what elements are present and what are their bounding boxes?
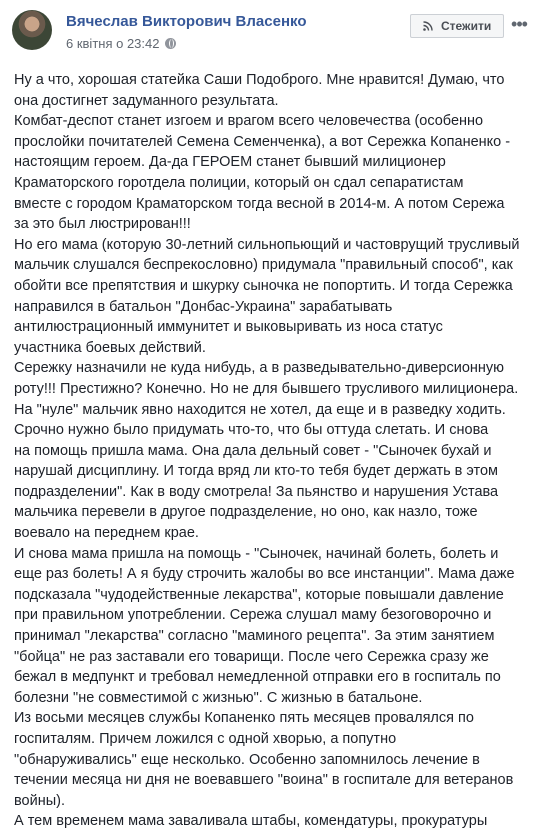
post-meta <box>66 36 176 51</box>
post-text-line: принимал "лекарства" согласно "маминого рецепта". За этим занятием <box>14 628 495 645</box>
post-text-line: мальчик слушался беспрекословно) придумала "правильный способ", как <box>14 257 513 274</box>
more-horizontal-icon: ••• <box>511 14 527 34</box>
post-timestamp[interactable]: 6 квітня о 23:42 <box>66 36 160 51</box>
post-text-line: Срочно нужно было придумать что-то, что бы оттуда слетать. И снова <box>14 422 489 439</box>
more-options-button[interactable] <box>511 14 527 38</box>
post-text-line: Комбат-деспот станет изгоем и врагом всего человечества (особенно <box>14 113 484 130</box>
post-text-line: болезни "не совместимой с жизнью". С жизнью в батальоне. <box>14 689 423 706</box>
author-name[interactable]: Вячеслав Викторович Власенко <box>66 13 307 30</box>
post-text-line: Краматорского горотдела полиции, который он сдал сепаратистам <box>14 174 464 191</box>
post-text-line: подразделении". Как в воду смотрела! За пьянство и нарушения Устава <box>14 483 499 500</box>
post-text-line: настоящим героем. Да-да ГЕРОЕМ станет бывший милиционер <box>14 154 446 171</box>
post-text-line: за это был люстрирован!!! <box>14 216 191 233</box>
author-avatar[interactable] <box>12 10 52 50</box>
post-text-line: А тем временем мама заваливала штабы, комендатуры, прокуратуры <box>14 813 488 830</box>
post-text-line: госпиталям. Причем ложился с одной хворью, а попутно <box>14 731 397 747</box>
post-text-line: Но его мама (которую 30-летний сильнопьющий и частоврущий трусливый <box>14 236 520 253</box>
post-text-line: мальчика перевели в другое подразделение, но оно, как назло, тоже <box>14 504 478 521</box>
post-body <box>14 70 529 830</box>
post-text-line: Сережку назначили не куда нибудь, а в разведывательно-диверсионную <box>14 360 505 377</box>
post-text-line: обойти все препятствия и шкурку сыночка не попортить. И тогда Сережка <box>14 277 513 294</box>
post-text-line: роту!!! Престижно? Конечно. Но не для бывшего трусливого милиционера. <box>14 380 519 397</box>
post-text-line: На "нуле" мальчик явно находится не хотел, да еще и в разведку ходить. <box>14 401 506 418</box>
post-text-line: еще раз болеть! А я буду строчить жалобы во все инстанции". Мама даже <box>14 566 515 583</box>
follow-button[interactable] <box>410 14 504 38</box>
rss-icon <box>423 21 433 31</box>
post-text-line: при правильном употреблении. Сережа слушал маму безоговорочно и <box>14 607 492 624</box>
post-text-line: И снова мама пришла на помощь - "Сыночек, начинай болеть, болеть и <box>14 545 499 562</box>
post-header <box>0 0 536 60</box>
post-text-line: она достигнет задуманного результата. <box>14 92 279 109</box>
post-text-line: Ну а что, хорошая статейка Саши Подоброго. Мне нравится! Думаю, что <box>14 72 505 88</box>
post-text-line: Из восьми месяцев службы Копаненко пять месяцев провалялся по <box>14 710 474 727</box>
post-text-line: "обнаруживались" еще несколько. Особенно запомнилось лечение в <box>14 751 480 768</box>
post-text-line: антилюстрационный иммунитет и выковыривать из носа статус <box>14 319 443 336</box>
post-text-line: войны). <box>14 792 65 809</box>
post-text-line: подсказала "чудодейственные лекарства", которые повышали давление <box>14 586 504 603</box>
post-text-line: "бойца" не раз заставали его товарищи. После чего Сережка сразу же <box>14 648 489 665</box>
post-text-line: нарушай дисциплину. И тогда вряд ли кто-то тебя будет держать в этом <box>14 463 499 480</box>
globe-icon <box>165 38 176 49</box>
post-text-line: течении месяца ни дня не воевавшего "воина" в госпитале для ветеранов <box>14 772 514 789</box>
post-text-line: бежал в медпункт и требовал немедленной отправки его в госпиталь по <box>14 669 501 686</box>
follow-label: Стежити <box>441 19 492 33</box>
post-text-line: на помощь пришла мама. Она дала дельный совет - "Сыночек бухай и <box>14 442 492 459</box>
post-text-line: направился в батальон "Донбас-Украина" зарабатывать <box>14 298 393 315</box>
post-text-line: прослойки почитателей Семена Семенченка), а вот Сережка Копаненко - <box>14 133 511 150</box>
post-text-line: воевало на переднем крае. <box>14 525 199 542</box>
post-text-line: вместе с городом Краматорском тогда весной в 2014-м. А потом Сережа <box>14 195 505 212</box>
post-text-line: участника боевых действий. <box>14 339 206 356</box>
